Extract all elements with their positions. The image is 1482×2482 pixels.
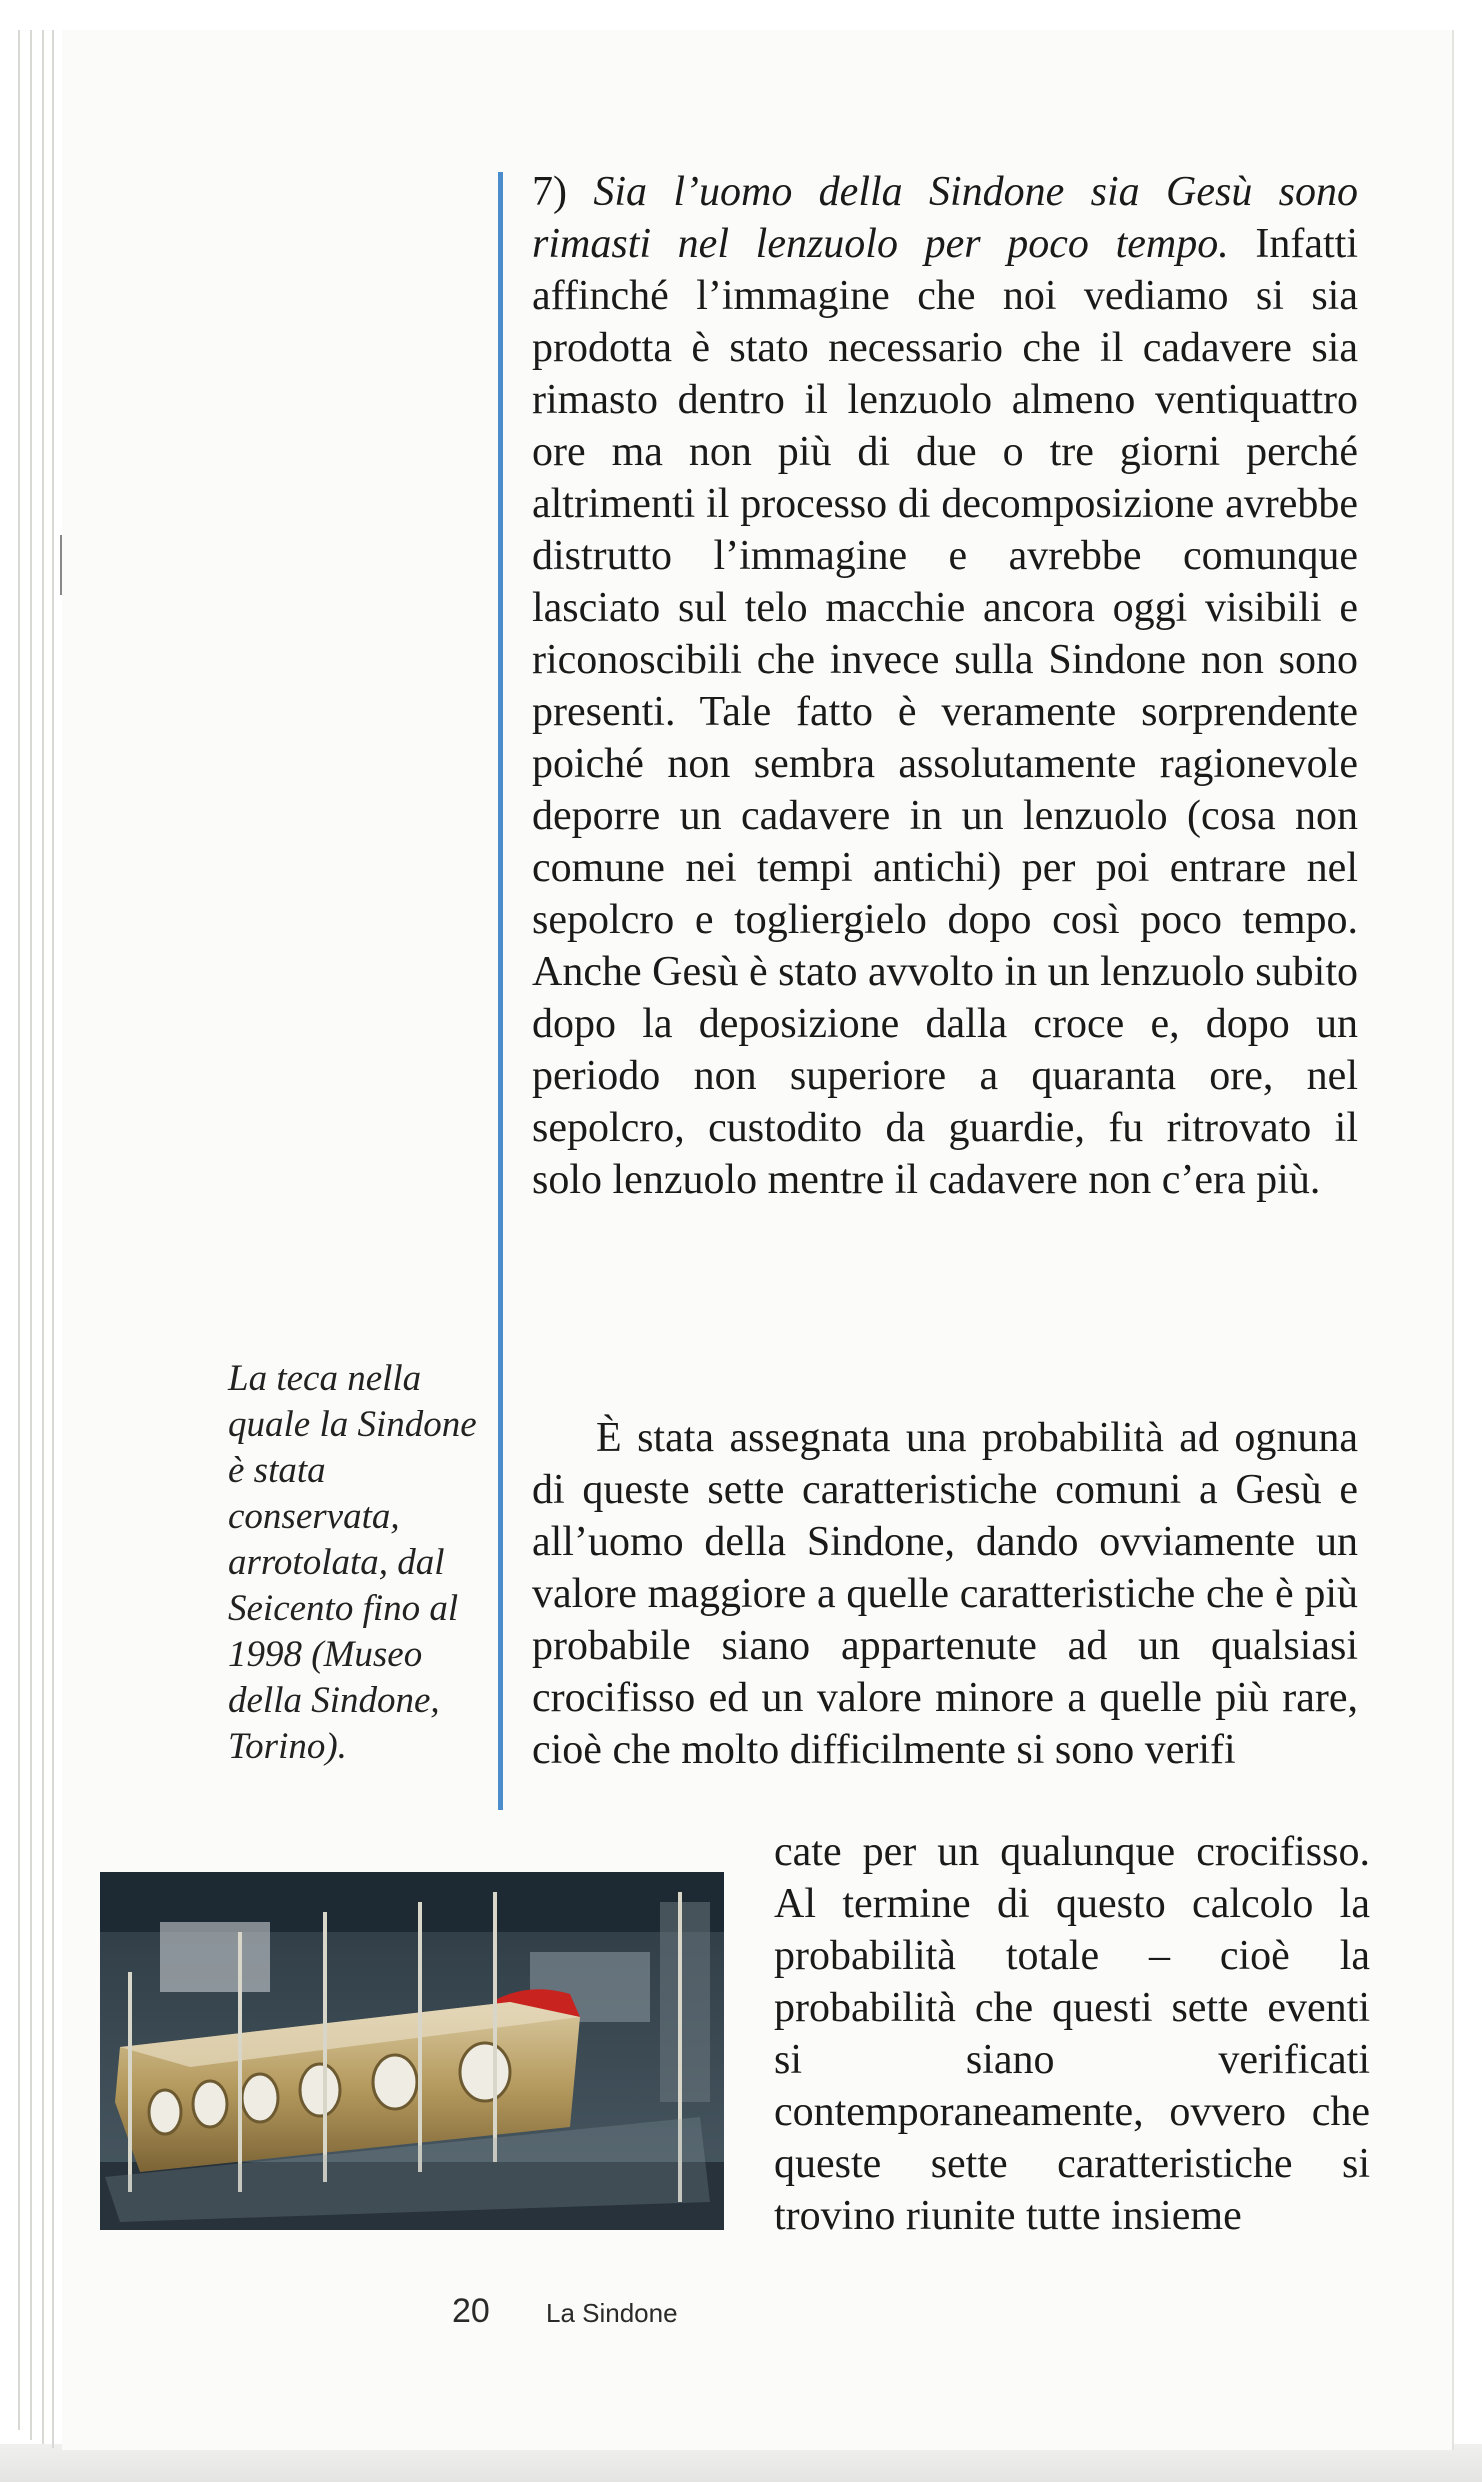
page-edge [18,30,20,2430]
probability-text-part2: cate per un qualunque crocifisso. Al termine di questo calcolo la probabilità totale – cioè la probabilità che questi sette eventi si siano verificati contemporaneamente, ovvero che queste sette caratteristiche si trovino riunite tutte insieme [774,1829,1370,2239]
probability-paragraph-continued [774,1826,1370,2242]
probability-paragraph [532,1412,1358,1776]
running-title: La Sindone [546,2298,678,2328]
page-number: 20 [452,2292,490,2330]
reliquary-photo [100,1872,724,2230]
page-edge [30,30,32,2440]
probability-text-part1: È stata assegnata una probabilità ad ognuna di queste sette caratteristiche comuni a Gesù e all’uomo della Sindone, dando ovviamente un valore maggiore a quelle caratteristiche che è più probabile siano appartenute ad un qualsiasi crocifisso ed un valore minore a quelle più rare, cioè che molto difficilmente si sono verifi [532,1415,1358,1773]
point-italic-lead: Sia l’uomo della Sindone sia Gesù sono rimasti nel lenzuolo per poco tempo. [532,169,1359,267]
accent-rule [498,172,503,1810]
point-body: Infatti affinché l’immagine che noi vediamo si sia prodotta è stato necessario che il cadavere sia rimasto dentro il lenzuolo almeno ventiquattro ore ma non più di due o tre giorni perché altrimenti il processo di decomposizione avrebbe distrutto l’immagine e avrebbe comunque lasciato sul telo macchie ancora oggi visibili e riconoscibili che invece sulla Sindone non sono presenti. Tale fatto è veramente sorprendente poiché non sembra assolutamente ragionevole deporre un cadavere in un lenzuolo (cosa non comune nei tempi antichi) per poi entrare nel sepolcro e togliergielo dopo così poco tempo. Anche Gesù è stato avvolto in un lenzuolo subito dopo la deposizione dalla croce e, dopo un periodo non superiore a quaranta ore, nel sepolcro, custodito da guardie, fu ritrovato il solo lenzuolo mentre il cadavere non c’era più. [532,221,1358,1203]
photo-caption: La teca nella quale la Sindone è stata conservata, arrotolata, dal Seicento fino al 1998 (Museo della Sindone, Torino). [228,1358,477,1767]
page-edge [42,30,44,2444]
page-edge [52,30,54,2448]
point-number: 7) [532,169,567,215]
point-7-paragraph [532,166,1358,1206]
